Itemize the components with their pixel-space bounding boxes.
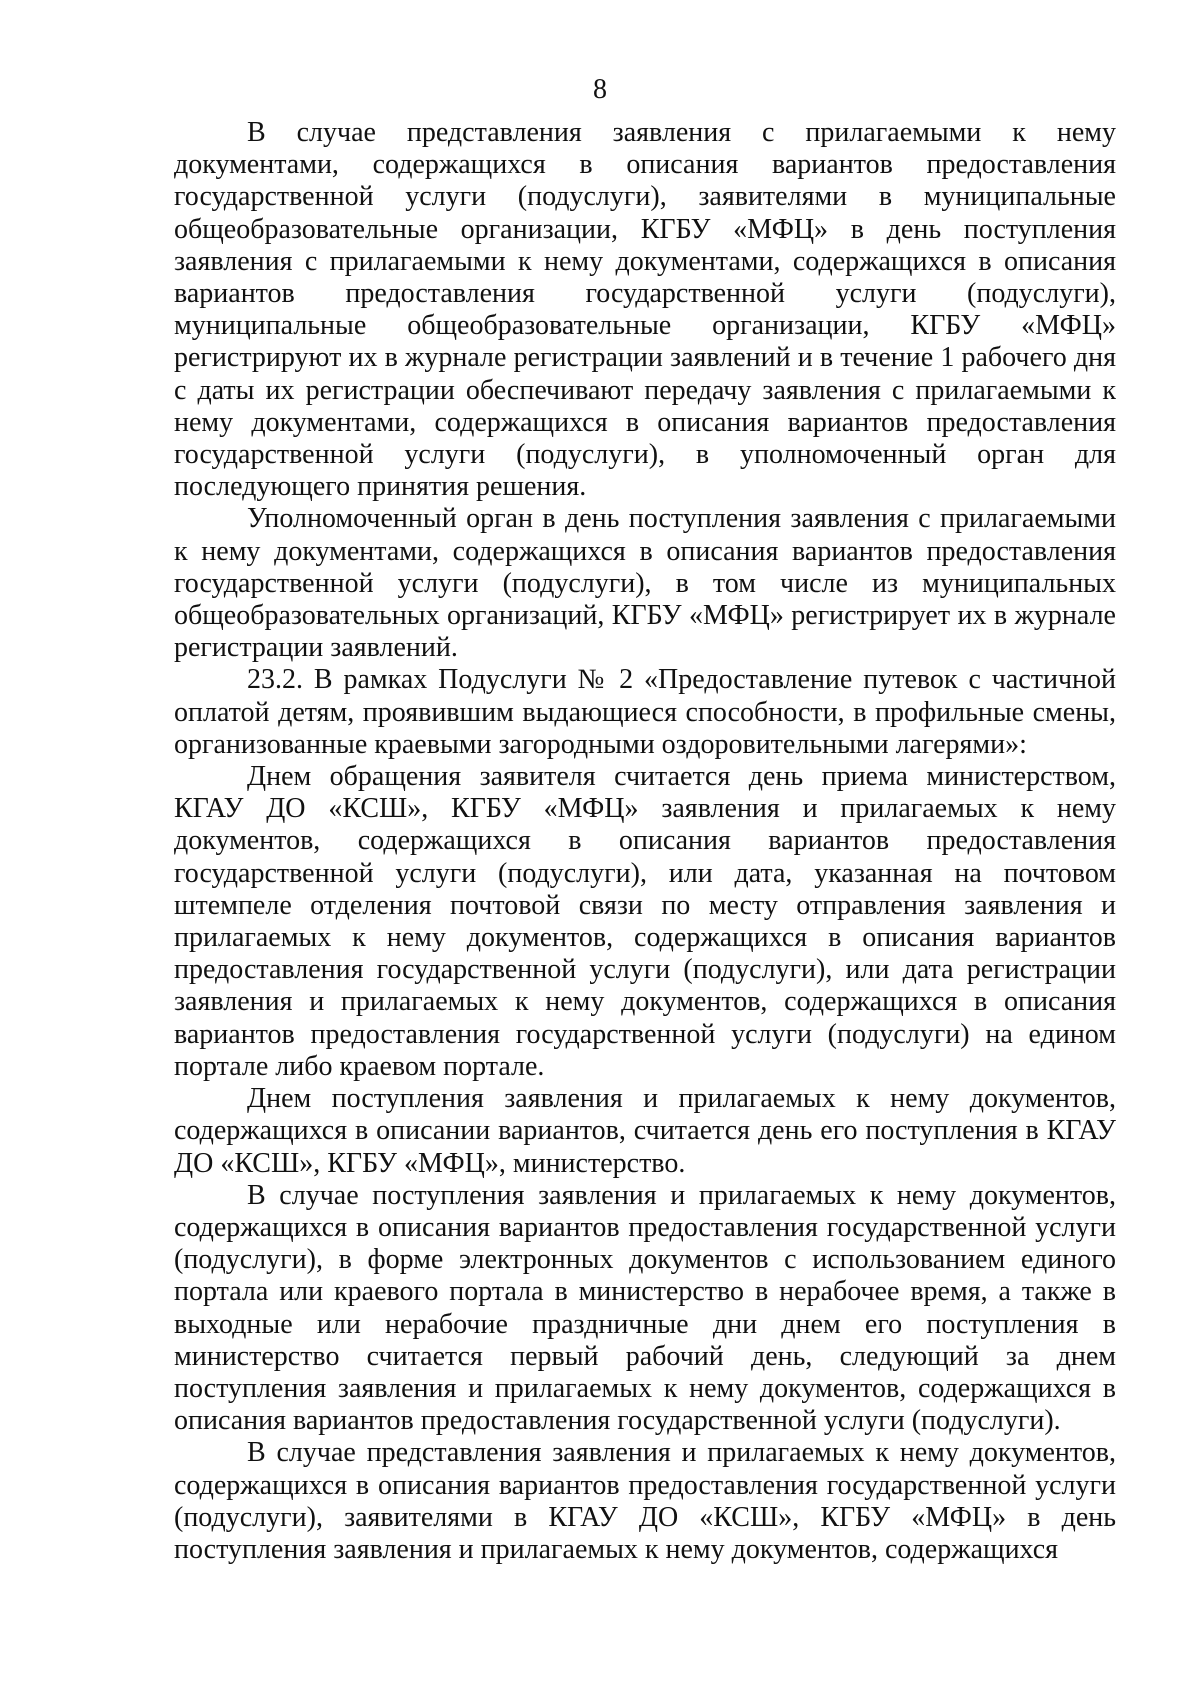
paragraph-7: В случае представления заявления и прилагаемых к нему документов, содержащихся в описания вариантов предоставления государственной услуги (подуслуги), заявителями в КГАУ ДО «КСШ», КГБУ «МФЦ» в день поступления заявления и прилагаемых к нему документов, содержащихся — [174, 1437, 1116, 1565]
paragraph-5: Днем поступления заявления и прилагаемых к нему документов, содержащихся в описании вариантов, считается день его поступления в КГАУ ДО «КСШ», КГБУ «МФЦ», министерство. — [174, 1083, 1116, 1179]
paragraph-2: Уполномоченный орган в день поступления заявления с прилагаемыми к нему документами, содержащихся в описания вариантов предоставления государственной услуги (подуслуги), в том числе из муниципальных общеобразовательных организаций, КГБУ «МФЦ» регистрирует их в журнале регистрации заявлений. — [174, 503, 1116, 664]
page-number: 8 — [593, 74, 607, 105]
paragraph-1: В случае представления заявления с прилагаемыми к нему документами, содержащихся в описания вариантов предоставления государственной услуги (подуслуги), заявителями в муниципальные общеобразовательные организации, КГБУ «МФЦ» в день поступления заявления с прилагаемыми к нему документами, содержащихся в описания вариантов предоставления государственной услуги (подуслуги), муниципальные общеобразовательные организации, КГБУ «МФЦ» регистрируют их в журнале регистрации заявлений и в течение 1 рабочего дня с даты их регистрации обеспечивают передачу заявления с прилагаемыми к нему документами, содержащихся в описания вариантов предоставления государственной услуги (подуслуги), в уполномоченный орган для последующего принятия решения. — [174, 117, 1116, 503]
paragraph-6: В случае поступления заявления и прилагаемых к нему документов, содержащихся в описания вариантов предоставления государственной услуги (подуслуги), в форме электронных документов с использованием единого портала или краевого портала в министерство в нерабочее время, а также в выходные или нерабочие праздничные дни днем его поступления в министерство считается первый рабочий день, следующий за днем поступления заявления и прилагаемых к нему документов, содержащихся в описания вариантов предоставления государственной услуги (подуслуги). — [174, 1179, 1116, 1437]
paragraph-4: Днем обращения заявителя считается день приема министерством, КГАУ ДО «КСШ», КГБУ «МФЦ» заявления и прилагаемых к нему документов, содержащихся в описания вариантов предоставления государственной услуги (подуслуги), или дата, указанная на почтовом штемпеле отделения почтовой связи по месту отправления заявления и прилагаемых к нему документов, содержащихся в описания вариантов предоставления государственной услуги (подуслуги), или дата регистрации заявления и прилагаемых к нему документов, содержащихся в описания вариантов предоставления государственной услуги (подуслуги) на едином портале либо краевом портале. — [174, 761, 1116, 1082]
body-text — [174, 117, 1116, 1566]
paragraph-3: 23.2. В рамках Подуслуги № 2 «Предоставление путевок с частичной оплатой детям, проявившим выдающиеся способности, в профильные смены, организованные краевыми загородными оздоровительными лагерями»: — [174, 664, 1116, 760]
